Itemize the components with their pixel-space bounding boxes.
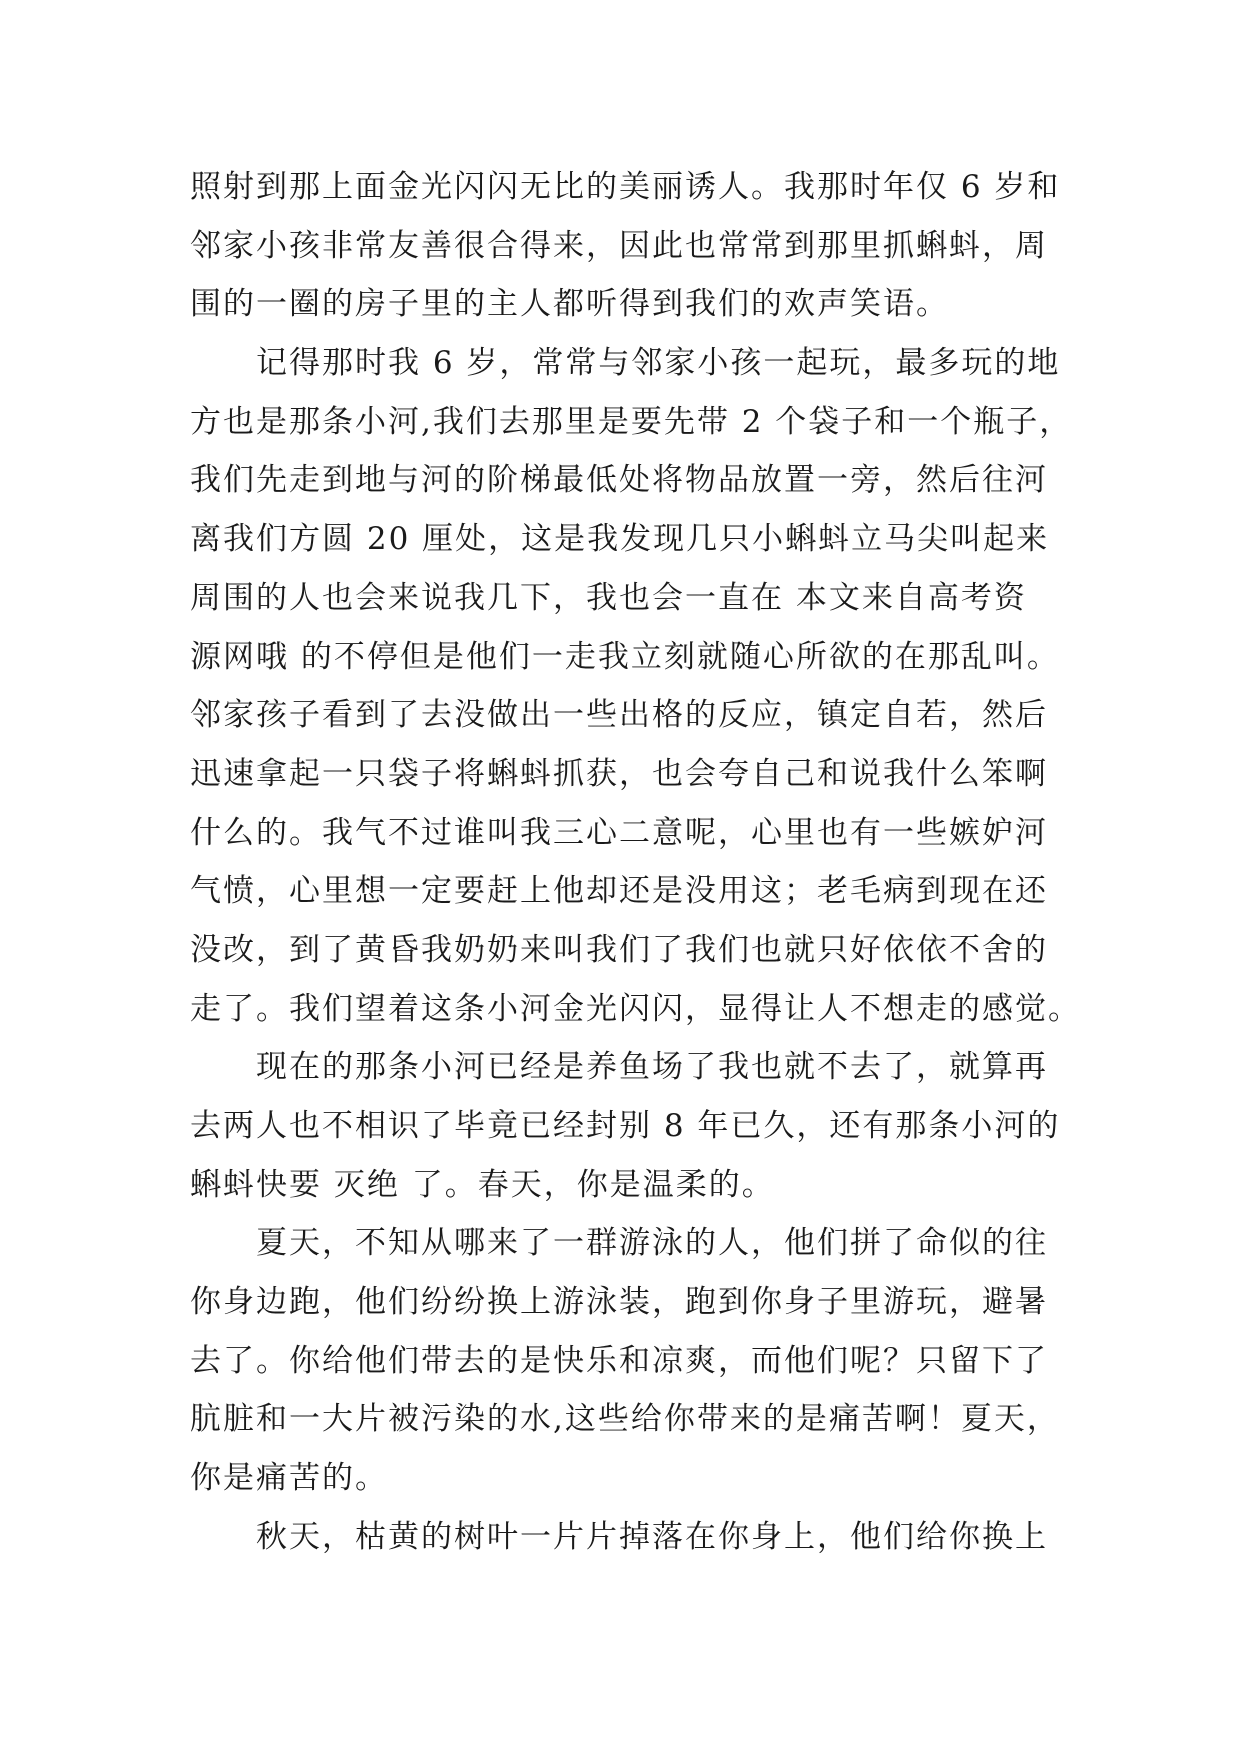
paragraph-start-line: 夏天，不知从哪来了一群游泳的人，他们拼了命似的往 (256, 1225, 1048, 1262)
document-body (190, 158, 1081, 1567)
text-line: 迅速拿起一只袋子将蝌蚪抓获，也会夸自己和说我什么笨啊 (190, 755, 1048, 792)
text-line: 你身边跑，他们纷纷换上游泳装，跑到你身子里游玩，避暑 (190, 1284, 1048, 1321)
text-line: 源网哦 的不停但是他们一走我立刻就随心所欲的在那乱叫。 (190, 638, 1060, 675)
paragraph-start-line: 秋天，枯黄的树叶一片片掉落在你身上，他们给你换上 (256, 1518, 1048, 1555)
text-line: 去了。你给他们带去的是快乐和凉爽，而他们呢？只留下了 (190, 1342, 1048, 1379)
paragraph-start-line: 现在的那条小河已经是养鱼场了我也就不去了，就算再 (256, 1049, 1048, 1086)
text-line: 我们先走到地与河的阶梯最低处将物品放置一旁，然后往河 (190, 462, 1048, 499)
text-line: 没改，到了黄昏我奶奶来叫我们了我们也就只好依依不舍的 (190, 931, 1048, 968)
text-line: 你是痛苦的。 (190, 1460, 388, 1497)
text-line: 肮脏和一大片被污染的水,这些给你带来的是痛苦啊！夏天， (190, 1401, 1060, 1438)
text-line: 邻家孩子看到了去没做出一些出格的反应，镇定自若，然后 (190, 697, 1048, 734)
text-line: 邻家小孩非常友善很合得来，因此也常常到那里抓蝌蚪，周 (190, 227, 1048, 264)
text-line: 周围的人也会来说我几下，我也会一直在 本文来自高考资 (190, 579, 1027, 616)
paragraph-start-line: 记得那时我 6 岁，常常与邻家小孩一起玩，最多玩的地 (256, 345, 1061, 382)
text-line: 什么的。我气不过谁叫我三心二意呢，心里也有一些嫉妒河 (190, 814, 1048, 851)
text-line: 方也是那条小河,我们去那里是要先带 2 个袋子和一个瓶子， (190, 403, 1073, 440)
text-line: 蝌蚪快要 灭绝 了。春天，你是温柔的。 (190, 1166, 775, 1203)
text-line: 走了。我们望着这条小河金光闪闪，显得让人不想走的感觉。 (190, 990, 1081, 1027)
text-line: 气愤，心里想一定要赶上他却还是没用这；老毛病到现在还 (190, 873, 1048, 910)
text-line: 围的一圈的房子里的主人都听得到我们的欢声笑语。 (190, 286, 949, 323)
text-line: 离我们方圆 20 厘处，这是我发现几只小蝌蚪立马尖叫起来 (190, 521, 1050, 558)
text-line: 去两人也不相识了毕竟已经封别 8 年已久，还有那条小河的 (190, 1108, 1061, 1144)
text-line: 照射到那上面金光闪闪无比的美丽诱人。我那时年仅 6 岁和 (190, 169, 1061, 205)
